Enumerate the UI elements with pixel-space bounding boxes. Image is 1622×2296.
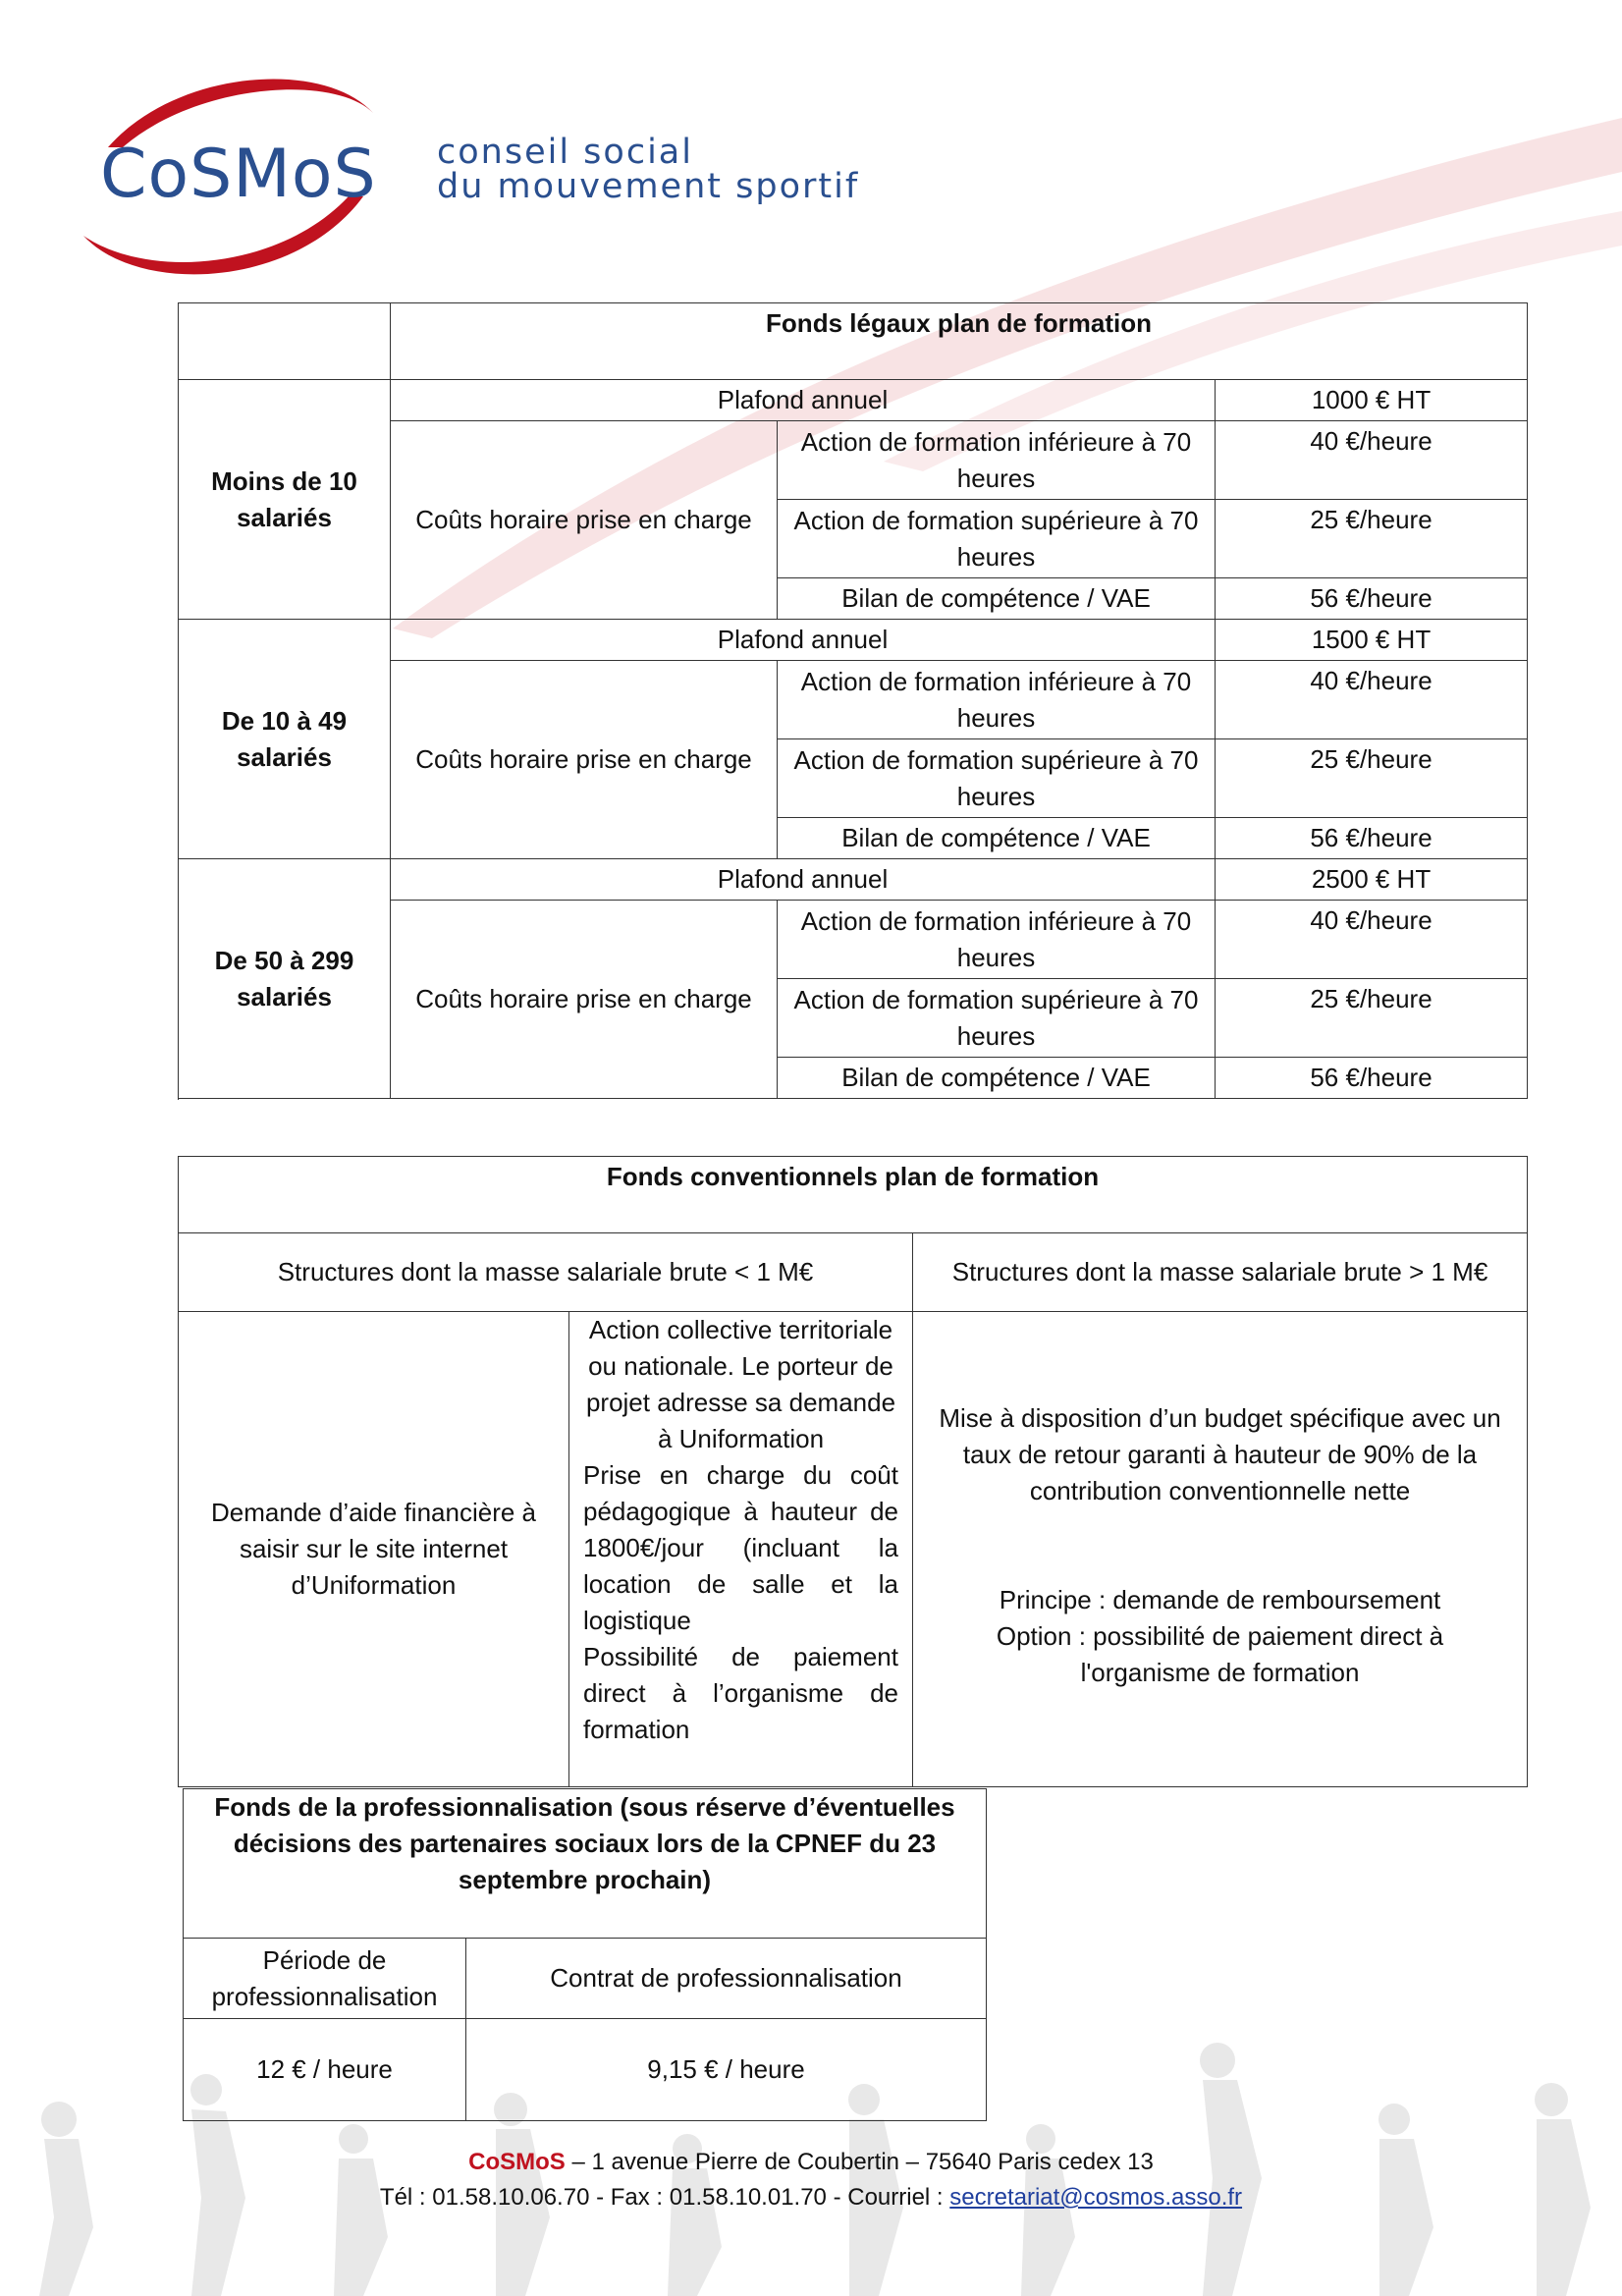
row-value: 56 €/heure (1216, 1058, 1528, 1099)
specific-budget-text: Mise à disposition d’un budget spécifique avec un taux de retour garanti à hauteur de 90% de la contribution conventionnelle nette (939, 1403, 1501, 1505)
legal-funds-table (178, 302, 1528, 1099)
row-value: 25 €/heure (1216, 739, 1528, 818)
row-value: 25 €/heure (1216, 500, 1528, 578)
plafond-label: Plafond annuel (391, 620, 1216, 661)
col-small-structures: Structures dont la masse salariale brute < 1 M€ (179, 1233, 913, 1312)
logo-wordmark: CoSMoS (100, 136, 377, 213)
plafond-value: 1500 € HT (1216, 620, 1528, 661)
row-value: 25 €/heure (1216, 979, 1528, 1058)
financial-aid-request: Demande d’aide financière à saisir sur le site internet d’Uniformation (179, 1312, 569, 1787)
plafond-label: Plafond annuel (391, 859, 1216, 901)
costs-label: Coûts horaire prise en charge (391, 421, 778, 620)
plafond-value: 2500 € HT (1216, 859, 1528, 901)
legal-table-title: Fonds légaux plan de formation (391, 303, 1528, 380)
plafond-value: 1000 € HT (1216, 380, 1528, 421)
periode-value: 12 € / heure (184, 2019, 466, 2121)
footer-email-link[interactable]: secretariat@cosmos.asso.fr (949, 2184, 1243, 2211)
company-size-label: De 50 à 299 salariés (179, 859, 391, 1099)
logo-tagline: conseil social du mouvement sportif (437, 133, 860, 206)
col-periode: Période de professionnalisation (184, 1939, 466, 2019)
option-text: Option : possibilité de paiement direct à l'organisme de formation (996, 1621, 1444, 1687)
footer-address-text: – 1 avenue Pierre de Coubertin – 75640 Paris cedex 13 (565, 2149, 1154, 2175)
costs-label: Coûts horaire prise en charge (391, 901, 778, 1099)
col-contrat: Contrat de professionnalisation (466, 1939, 987, 2019)
row-label: Action de formation inférieure à 70 heures (778, 421, 1216, 500)
row-value: 40 €/heure (1216, 421, 1528, 500)
footer-brand: CoSMoS (468, 2149, 566, 2175)
row-label: Action de formation inférieure à 70 heures (778, 661, 1216, 739)
row-label: Bilan de compétence / VAE (778, 578, 1216, 620)
principle-text: Principe : demande de remboursement (999, 1585, 1441, 1614)
footer-address (0, 2145, 1622, 2180)
costs-label: Coûts horaire prise en charge (391, 661, 778, 859)
row-value: 56 €/heure (1216, 578, 1528, 620)
conv-table-title: Fonds conventionnels plan de formation (179, 1157, 1528, 1233)
direct-payment-text: Possibilité de paiement direct à l’organisme de formation (583, 1642, 898, 1744)
conventional-funds-table (178, 1156, 1528, 1787)
company-size-label: Moins de 10 salariés (179, 380, 391, 620)
row-value: 56 €/heure (1216, 818, 1528, 859)
row-label: Bilan de compétence / VAE (778, 1058, 1216, 1099)
footer-contact-text: Tél : 01.58.10.06.70 - Fax : 01.58.10.01.70 - Courriel : (379, 2184, 950, 2211)
row-label: Action de formation supérieure à 70 heures (778, 739, 1216, 818)
contrat-value: 9,15 € / heure (466, 2019, 987, 2121)
row-label: Bilan de compétence / VAE (778, 818, 1216, 859)
col-large-structures: Structures dont la masse salariale brute > 1 M€ (913, 1233, 1528, 1312)
pedagogic-cost-text: Prise en charge du coût pédagogique à hauteur de 1800€/jour (incluant la location de salle et la logistique (583, 1460, 898, 1635)
collective-action-cell (569, 1312, 913, 1787)
company-size-label: De 10 à 49 salariés (179, 620, 391, 859)
collective-action-text: Action collective territoriale ou nationale. Le porteur de projet adresse sa demande à Uniformation (585, 1315, 896, 1453)
row-value: 40 €/heure (1216, 901, 1528, 979)
pro-table-title: Fonds de la professionnalisation (sous réserve d’éventuelles décisions des partenaires sociaux lors de la CPNEF du 23 septembre prochain) (184, 1789, 987, 1939)
row-label: Action de formation inférieure à 70 heures (778, 901, 1216, 979)
row-label: Action de formation supérieure à 70 heures (778, 500, 1216, 578)
row-value: 40 €/heure (1216, 661, 1528, 739)
plafond-label: Plafond annuel (391, 380, 1216, 421)
row-label: Action de formation supérieure à 70 heures (778, 979, 1216, 1058)
footer-contact (0, 2180, 1622, 2215)
large-structures-cell (913, 1312, 1528, 1787)
professionalisation-funds-table (183, 1788, 987, 2121)
